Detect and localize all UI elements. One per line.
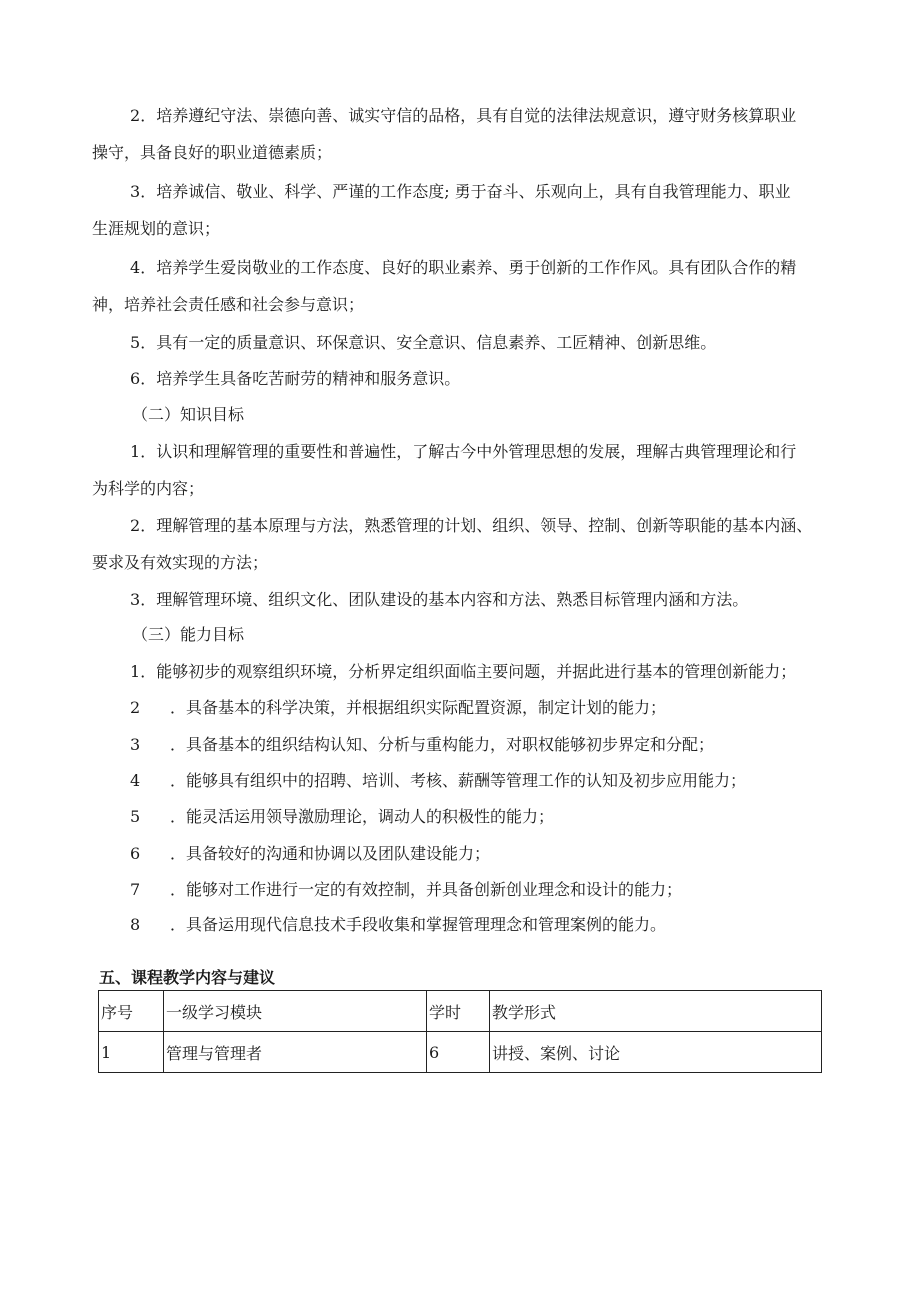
table-header-cell: 一级学习模块 [164, 991, 427, 1032]
knowledge-goal-1-line1: 1．认识和理解管理的重要性和普遍性，了解古今中外管理思想的发展，理解古典管理理论和行 [130, 442, 797, 461]
quality-goal-2-line2: 操守，具备良好的职业道德素质； [92, 143, 333, 162]
ability-goal-8: 8 ．具备运用现代信息技术手段收集和掌握管理理念和管理案例的能力。 [130, 915, 667, 934]
ability-goal-4: 4 ．能够具有组织中的招聘、培训、考核、薪酬等管理工作的认知及初步应用能力； [130, 771, 747, 790]
quality-goal-3-line2: 生涯规划的意识； [92, 219, 221, 238]
ability-goal-7: 7 ．能够对工作进行一定的有效控制，并具备创新创业理念和设计的能力； [130, 880, 683, 899]
quality-goal-4-line2: 神，培养社会责任感和社会参与意识； [92, 295, 365, 314]
knowledge-goal-2-line1: 2．理解管理的基本原理与方法，熟悉管理的计划、组织、领导、控制、创新等职能的基本内涵、 [130, 516, 813, 535]
ability-goal-2: 2 ．具备基本的科学决策，并根据组织实际配置资源，制定计划的能力； [130, 698, 667, 717]
ability-goal-1: 1．能够初步的观察组织环境，分析界定组织面临主要问题，并据此进行基本的管理创新能力； [130, 662, 797, 681]
table-header-cell: 教学形式 [490, 991, 822, 1032]
ability-goals-title: （三）能力目标 [132, 625, 245, 644]
table-row [99, 1032, 822, 1073]
knowledge-goal-3: 3．理解管理环境、组织文化、团队建设的基本内容和方法、熟悉目标管理内涵和方法。 [130, 590, 749, 609]
quality-goal-6: 6．培养学生具备吃苦耐劳的精神和服务意识。 [130, 369, 461, 388]
quality-goal-2-line1: 2．培养遵纪守法、崇德向善、诚实守信的品格，具有自觉的法律法规意识，遵守财务核算职业 [130, 106, 797, 125]
section-heading: 五、课程教学内容与建议 [99, 968, 276, 987]
ability-goal-3: 3 ．具备基本的组织结构认知、分析与重构能力，对职权能够初步界定和分配； [130, 735, 715, 754]
ability-goal-6: 6 ．具备较好的沟通和协调以及团队建设能力； [130, 844, 491, 863]
table-header-row [99, 991, 822, 1032]
table-cell: 1 [99, 1032, 164, 1073]
table-header-cell: 序号 [99, 991, 164, 1032]
quality-goal-5: 5．具有一定的质量意识、环保意识、安全意识、信息素养、工匠精神、创新思维。 [130, 333, 717, 352]
quality-goal-3-line1: 3．培养诚信、敬业、科学、严谨的工作态度; 勇于奋斗、乐观向上，具有自我管理能力、职业 [130, 182, 791, 201]
knowledge-goal-1-line2: 为科学的内容； [92, 479, 205, 498]
table-header-cell: 学时 [427, 991, 490, 1032]
table-cell: 管理与管理者 [164, 1032, 427, 1073]
table-cell: 讲授、案例、讨论 [490, 1032, 822, 1073]
knowledge-goal-2-line2: 要求及有效实现的方法； [92, 553, 269, 572]
knowledge-goals-title: （二）知识目标 [132, 405, 245, 424]
course-content-table [98, 990, 822, 1073]
table-cell: 6 [427, 1032, 490, 1073]
quality-goal-4-line1: 4．培养学生爱岗敬业的工作态度、良好的职业素养、勇于创新的工作作风。具有团队合作的精 [130, 258, 797, 277]
ability-goal-5: 5 ．能灵活运用领导激励理论，调动人的积极性的能力； [130, 807, 555, 826]
